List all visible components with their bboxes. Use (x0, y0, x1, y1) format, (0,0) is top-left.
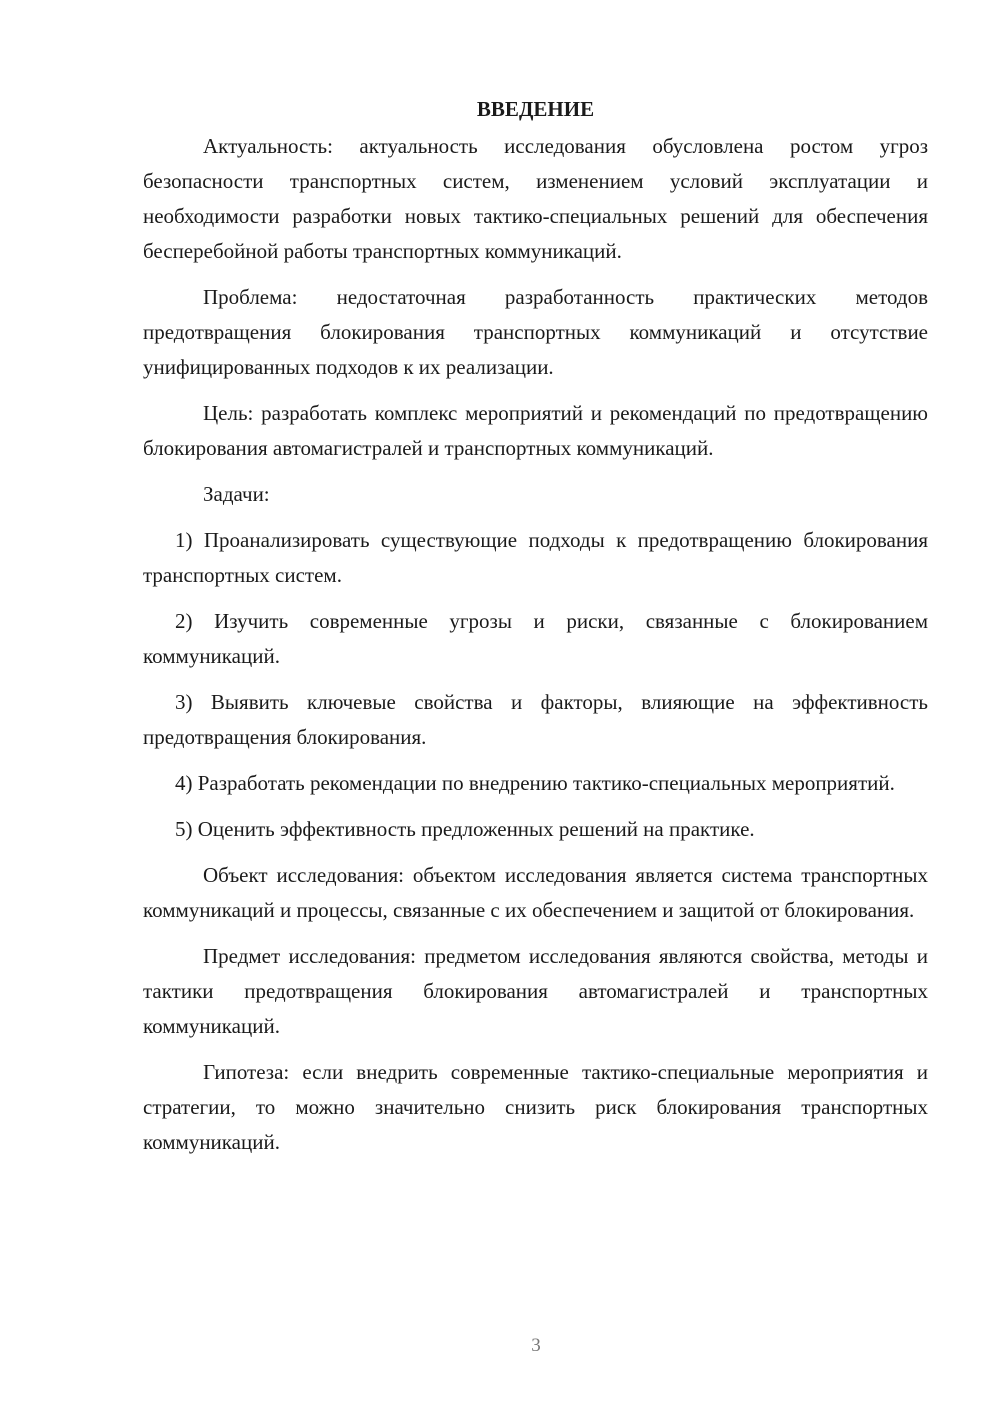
section-heading: ВВЕДЕНИЕ (476, 97, 595, 121)
tasks-label: Задачи: (203, 482, 270, 506)
task-item-2: 2) Изучить современные угрозы и риски, связанные с блокированием коммуникаций. (143, 609, 928, 668)
task-item-4: 4) Разработать рекомендации по внедрению тактико-специальных мероприятий. (175, 771, 895, 795)
task-item-3: 3) Выявить ключевые свойства и факторы, влияющие на эффективность предотвращения блокирования. (143, 690, 928, 749)
subject-paragraph: Предмет исследования: предметом исследования являются свойства, методы и тактики предотвращения блокирования автомагистралей и транспортных коммуникаций. (143, 944, 928, 1038)
page-number: 3 (531, 1335, 541, 1356)
object-paragraph: Объект исследования: объектом исследования является система транспортных коммуникаций и процессы, связанные с их обеспечением и защитой от блокирования. (143, 863, 928, 922)
task-item-1: 1) Проанализировать существующие подходы к предотвращению блокирования транспортных систем. (143, 528, 928, 587)
problem-paragraph: Проблема: недостаточная разработанность практических методов предотвращения блокирования транспортных коммуникаций и отсутствие унифицированных подходов к их реализации. (143, 285, 928, 379)
task-item-5: 5) Оценить эффективность предложенных решений на практике. (175, 817, 755, 841)
hypothesis-paragraph: Гипотеза: если внедрить современные тактико-специальные мероприятия и стратегии, то можно значительно снизить риск блокирования транспортных коммуникаций. (143, 1060, 928, 1154)
goal-paragraph: Цель: разработать комплекс мероприятий и рекомендаций по предотвращению блокирования автомагистралей и транспортных коммуникаций. (143, 401, 928, 460)
document-page (143, 92, 928, 1171)
relevance-paragraph: Актуальность: актуальность исследования обусловлена ростом угроз безопасности транспортных систем, изменением условий эксплуатации и необходимости разработки новых тактико-специальных решений для обеспечения бесперебойной работы транспортных коммуникаций. (143, 134, 928, 263)
